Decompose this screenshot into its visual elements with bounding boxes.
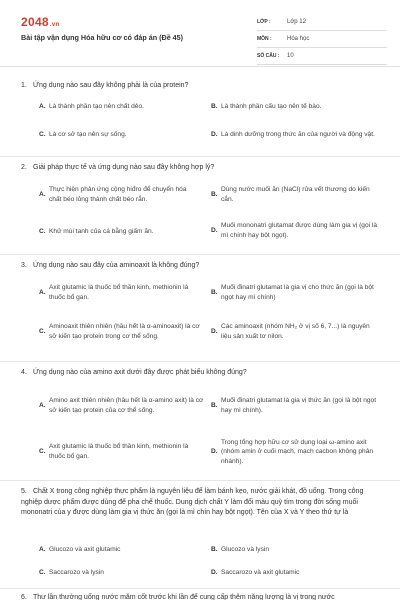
meta-row-subject xyxy=(257,31,387,48)
answer-option[interactable]: D. Trong tổng hợp hữu cơ sử dụng loại ω-amino axit (nhóm amin ở cuối mạch, mạch cacbon không phân nhánh). xyxy=(211,438,374,465)
answer-option[interactable]: A. Là thành phần tạo nên chất dẻo. xyxy=(39,102,144,111)
answer-option[interactable]: C. Aminoaxit thiên nhiên (hầu hết là α-aminoaxit) là cơ sở kiến tạo protein trong cơ thể sống. xyxy=(39,323,200,340)
answer-option[interactable]: B. Glucozo và lysin xyxy=(211,545,270,554)
question-divider xyxy=(0,361,400,362)
answer-option[interactable]: A. Amino axit thiên nhiên (hầu hết là α-amino axit) là cơ sở kiến tạo protein của cơ thể sống. xyxy=(39,397,204,414)
answer-option[interactable]: C. Saccarozo và lysin xyxy=(39,568,104,577)
page-title: Bài tập vận dụng Hóa hữu cơ có đáp án (Đề 45) xyxy=(21,33,184,42)
answer-option[interactable]: C. Khử mùi tanh của cá bằng giấm ăn. xyxy=(39,227,154,236)
question-divider xyxy=(0,480,400,481)
question-stem: 4. Ứng dụng nào của amino axit dưới đây được phát biểu không đúng? xyxy=(21,369,247,376)
answer-option[interactable]: B. Muối đinatri glutamat là gia vị cho thức ăn (gọi là bột ngọt hay mì chính) xyxy=(211,284,374,301)
site-logo[interactable] xyxy=(21,14,59,30)
question-stem: 6. Thư lần thường uống nước mắm cốt trước khi lần để cung cấp thêm năng lượng là vị trong nước xyxy=(21,594,335,600)
question-divider xyxy=(0,588,400,589)
meta-row-class xyxy=(257,14,387,31)
meta-value: Hóa học xyxy=(287,35,310,42)
meta-key: SỐ CÂU : xyxy=(257,52,280,59)
answer-option[interactable]: D. Là dinh dưỡng trong thức ăn của người và động vật. xyxy=(211,130,375,139)
answer-option[interactable]: A. Glucozo và axit glutamic xyxy=(39,545,121,554)
meta-value: Lớp 12 xyxy=(287,18,306,25)
page-header xyxy=(0,0,400,62)
answer-option[interactable]: B. Dùng nước muối ăn (NaCl) rửa vết thương do kiến cắn. xyxy=(211,186,370,203)
meta-key: MÔN : xyxy=(257,35,272,42)
question-stem: 2. Giải pháp thực tế và ứng dụng nào sau đây không hợp lý? xyxy=(21,164,215,171)
answer-option[interactable]: A. Thực hiện phản ứng cộng hiđro để chuyển hóa chất béo lỏng thành chất béo rắn. xyxy=(39,186,187,203)
logo-suffix: .vn xyxy=(49,22,60,28)
answer-option[interactable]: C. Axit glutamic là thuốc bổ thần kinh, methionin là thuốc bổ gan. xyxy=(39,443,189,460)
answer-option[interactable]: A. Axit glutamic là thuốc bổ thần kinh, methionin là thuốc bổ gan. xyxy=(39,284,189,301)
question-divider xyxy=(0,254,400,255)
question-stem: 3. Ứng dụng nào sau đây của aminoaxit là không đúng? xyxy=(21,262,200,269)
question-stem: 1. Ứng dụng nào sau đây không phải là của protein? xyxy=(21,82,189,89)
answer-option[interactable]: B. Muối đinatri glutamat là gia vị thức ăn (gọi là bột ngọt hay mì chính). xyxy=(211,397,377,414)
answer-option[interactable]: C. Là cơ sở tạo nên sự sống. xyxy=(39,130,127,139)
header-divider xyxy=(0,66,400,67)
meta-row-count xyxy=(257,48,387,65)
logo-text: 2048 xyxy=(21,15,49,29)
answer-option[interactable]: D. Saccarozo và axit glutamic xyxy=(211,568,300,577)
answer-option[interactable]: D. Các aminoaxit (nhóm NH₂ ở vị số 6, 7...) là nguyên liệu sản xuất tơ nilon. xyxy=(211,323,370,340)
answer-option[interactable]: B. Là thành phần cấu tạo nên tế bào. xyxy=(211,102,322,111)
meta-value: 10 xyxy=(287,52,294,59)
answer-option[interactable]: D. Muối mononatri glutamat được dùng làm gia vị (gọi là mì chính hay bột ngọt). xyxy=(211,222,378,239)
question-stem: 5. Chất X trong công nghiệp thực phẩm là nguyên liệu để làm bánh kẹo, nước giải khát, đồ uống. Trong công nghiệp dược phẩm được dùng để pha chế thuốc. Dung dịch chất Y làm đổi màu quỳ tím trong đời sống muối mononatri của y được dùng làm gia vị thức ăn (gọi là mì chín hay bột ngọt). Tên của X và Y theo thứ tự là xyxy=(21,488,364,516)
meta-key: LỚP : xyxy=(257,18,271,25)
question-divider xyxy=(0,156,400,157)
meta-table xyxy=(257,14,387,65)
